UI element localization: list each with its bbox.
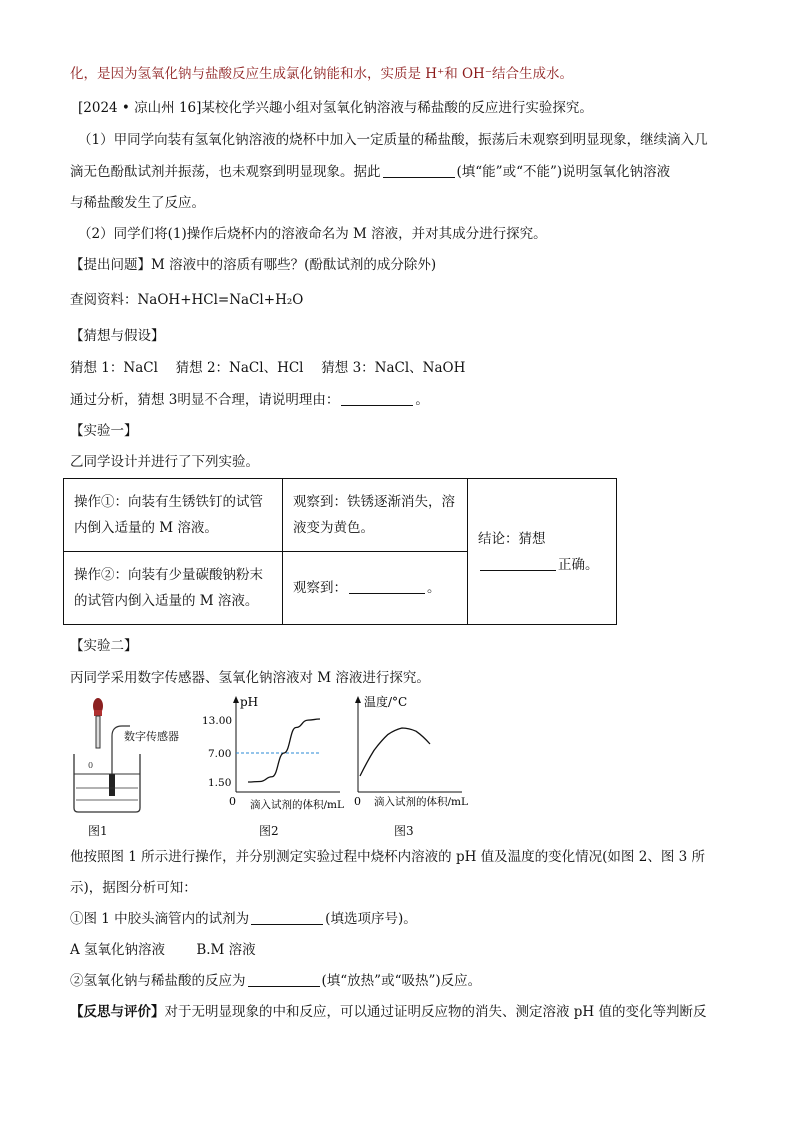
y-tick-label-13: 13.00 [202, 715, 233, 727]
x-axis-label: 滴入试剂的体积/mL [250, 799, 344, 811]
op1-line2: 内倒入适量的 M 溶液。 [74, 520, 218, 536]
y-axis-label: 温度/°C [364, 695, 408, 709]
op2-line1: 操作②：向装有少量碳酸钠粉末 [74, 567, 263, 583]
y-axis-arrow [355, 696, 361, 703]
answer-blank-4[interactable] [480, 556, 556, 571]
beaker-hatching [76, 788, 138, 800]
origin-label: 0 [229, 795, 236, 808]
intro-conclusion-line: 化，是因为氢氧化钠与盐酸反应生成氯化钠能和水，实质是 H⁺和 OH⁻结合生成水。 [70, 66, 573, 82]
figure3-caption: 图3 [394, 824, 414, 838]
sub-question-1-end: (填选项序号)。 [325, 911, 417, 927]
experiment1-heading: 【实验一】 [70, 423, 138, 439]
obs2-label: 观察到： [293, 580, 347, 596]
hypotheses-list: 猜想 1：NaCl 猜想 2：NaCl、HCl 猜想 3：NaCl、NaOH [70, 360, 466, 376]
answer-blank-6[interactable] [248, 972, 320, 987]
dropper-collar [94, 710, 102, 716]
sub-question-1-text: ①图 1 中胶头滴管内的试剂为 [70, 911, 250, 927]
conclusion-end: 正确。 [558, 556, 599, 573]
table-cell-obs1 [283, 479, 468, 552]
experiment1-intro: 乙同学设计并进行了下列实验。 [70, 454, 259, 470]
question-heading: 【提出问题】M 溶液中的溶质有哪些？(酚酞试剂的成分除外) [70, 257, 437, 273]
y-tick-label-7: 7.00 [208, 748, 232, 760]
table-cell-op2 [64, 552, 283, 625]
answer-blank-2[interactable] [341, 391, 413, 406]
answer-blank-3[interactable] [349, 579, 425, 594]
experiment2-heading: 【实验二】 [70, 638, 138, 654]
table-cell-conclusion [468, 479, 617, 625]
figure3-temperature-chart [340, 692, 490, 820]
q1-text-line3: 与稀盐酸发生了反应。 [70, 195, 205, 211]
y-axis-arrow [233, 696, 239, 703]
conclusion-line1: 结论：猜想 [478, 530, 546, 547]
figure-analysis-line1: 他按照图 1 所示进行操作，并分别测定实验过程中烧杯内溶液的 pH 值及温度的变化情况(如图 2、图 3 所 [70, 849, 705, 865]
figure2-ph-chart [198, 692, 348, 820]
sensor-probe [109, 774, 115, 796]
obs1-line2: 液变为黄色。 [293, 520, 374, 536]
analysis-line [70, 390, 429, 410]
answer-blank-1[interactable] [383, 163, 455, 178]
figure-analysis-line2: 示)，据图分析可知： [70, 880, 197, 896]
table-cell-obs2 [283, 552, 468, 625]
sensor-label: 数字传感器 [124, 730, 179, 743]
obs1-line1: 观察到：铁锈逐渐消失，溶 [293, 494, 455, 510]
sub-question-1 [70, 909, 417, 929]
y-axis-label: pH [240, 695, 259, 709]
dropper-tube [96, 716, 100, 748]
x-axis-label: 滴入试剂的体积/mL [374, 796, 468, 808]
reflection-heading: 【反思与评价】 [70, 1004, 165, 1020]
obs2-end: 。 [427, 580, 441, 596]
figure1-caption: 图1 [88, 824, 108, 838]
sub-question-2-end: (填“放热”或“吸热”)反应。 [321, 973, 482, 989]
origin-label: 0 [354, 795, 361, 808]
answer-blank-5[interactable] [251, 910, 323, 925]
problem-header: [2024 • 凉山州 16]某校化学兴趣小组对氢氧化钠溶液与稀盐酸的反应进行实验探究。 [78, 100, 593, 116]
reflection-text: 对于无明显现象的中和反应，可以通过证明反应物的消失、测定溶液 pH 值的变化等判断反 [164, 1004, 707, 1020]
table-cell-op1 [64, 479, 283, 552]
conclusion-line2 [478, 552, 606, 578]
q1-text-part2: (填“能”或“不能”)说明氢氧化钠溶液 [456, 164, 671, 180]
beaker [74, 754, 140, 812]
q2-text: （2）同学们将(1)操作后烧杯内的溶液命名为 M 溶液，并对其成分进行探究。 [78, 226, 547, 242]
reflection-line [70, 1002, 707, 1022]
temperature-series-line [360, 728, 430, 776]
analysis-text: 通过分析，猜想 3明显不合理，请说明理由： [70, 392, 340, 408]
options-line: A 氢氧化钠溶液 B.M 溶液 [70, 942, 256, 958]
q1-text-part1: 滴无色酚酞试剂并振荡，也未观察到明显现象。据此 [70, 164, 381, 180]
op1-line1: 操作①：向装有生锈铁钉的试管 [74, 494, 263, 510]
figure1-apparatus [60, 696, 190, 816]
q1-text-line1: （1）甲同学向装有氢氧化钠溶液的烧杯中加入一定质量的稀盐酸，振荡后未观察到明显现象，继续滴入几 [78, 132, 708, 148]
q1-text-line2 [70, 162, 670, 182]
y-tick-label-1-5: 1.50 [208, 777, 232, 789]
sub-question-2 [70, 971, 481, 991]
beaker-mark: 0 [88, 761, 94, 770]
sub-question-2-text: ②氢氧化钠与稀盐酸的反应为 [70, 973, 246, 989]
reference-info: 查阅资料：NaOH+HCl=NaCl+H₂O [70, 292, 304, 308]
experiment-table [63, 478, 617, 625]
analysis-end: 。 [415, 392, 429, 408]
hypothesis-heading: 【猜想与假设】 [70, 328, 165, 344]
op2-line2: 的试管内倒入适量的 M 溶液。 [74, 593, 259, 609]
experiment2-intro: 丙同学采用数字传感器、氢氧化钠溶液对 M 溶液进行探究。 [70, 670, 430, 686]
ph-series-line [248, 719, 320, 782]
figure2-caption: 图2 [259, 824, 279, 838]
